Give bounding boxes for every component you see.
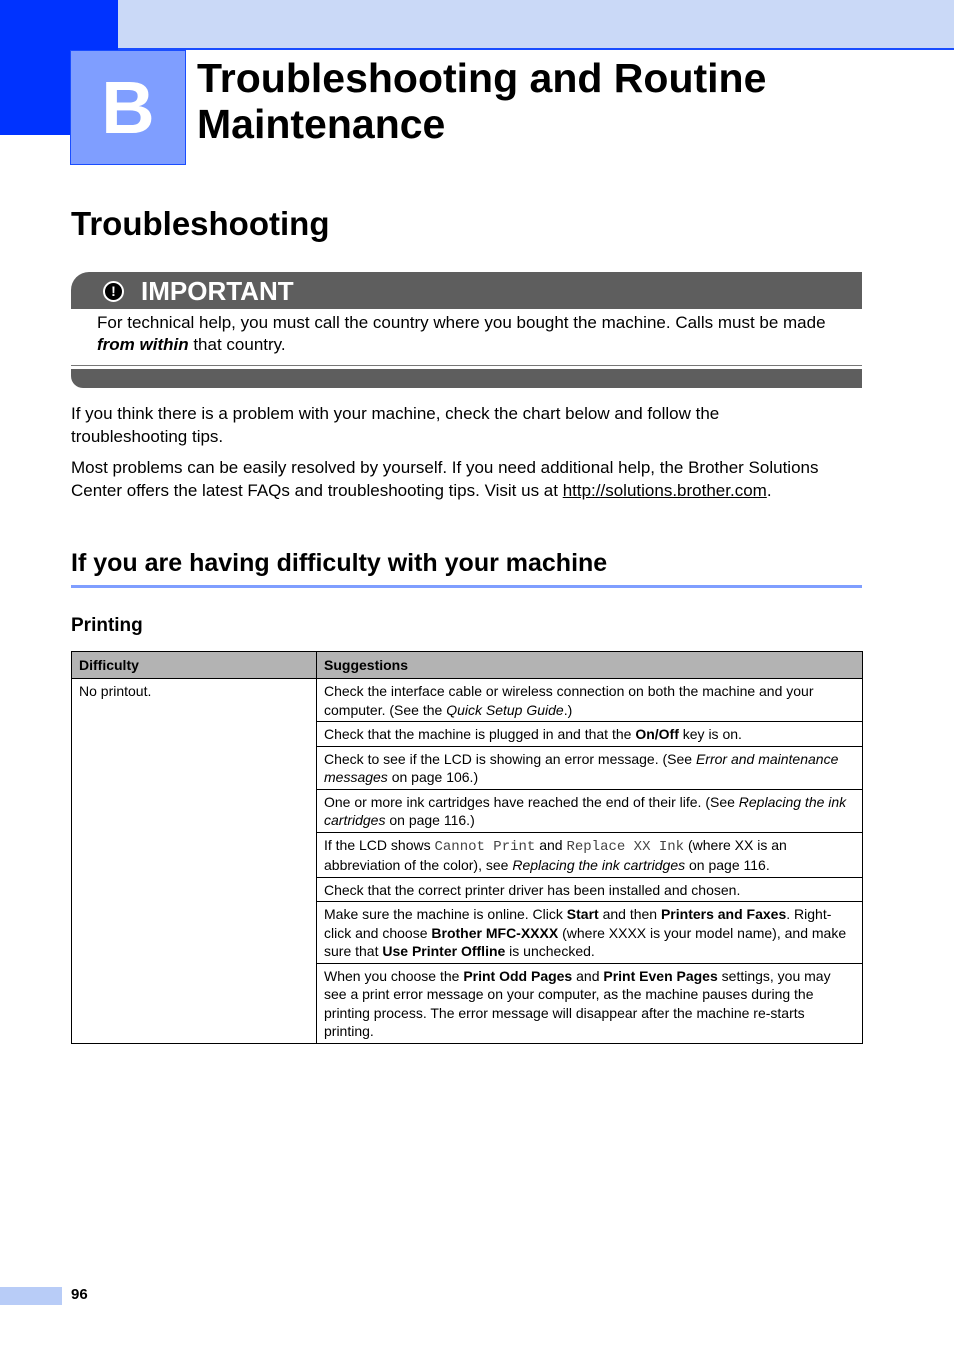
page-number-tab [0,1287,62,1305]
suggestion-cell: Check that the correct printer driver has been installed and chosen. [317,877,863,902]
subsection-title: If you are having difficulty with your machine [71,549,608,577]
page-number: 96 [71,1286,88,1303]
suggestion-cell: Check to see if the LCD is showing an error message. (See Error and maintenance messages on page 106.) [317,746,863,789]
section-title: Troubleshooting [71,205,330,242]
difficulty-header: Difficulty [72,652,317,679]
header-band [0,0,954,50]
suggestion-cell: Make sure the machine is online. Click Start and then Printers and Faxes. Right-click and choose Brother MFC-XXXX (where XXXX is your model name), and make sure that Use Printer Offline is unchecked. [317,902,863,964]
suggestions-header: Suggestions [317,652,863,679]
lcd-message: Replace XX Ink [566,838,685,855]
exclamation-icon: ! [103,281,124,302]
suggestion-cell: When you choose the Print Odd Pages and Print Even Pages settings, you may see a print error message on your computer, as the machine pauses during the printing process. The error message will disappear after the machine re-starts printing. [317,963,863,1043]
subsection-rule [71,585,862,588]
printing-heading: Printing [71,615,143,636]
important-footer-bar [71,369,862,388]
table-header-row [72,652,863,679]
difficulty-cell: No printout. [72,679,317,1044]
intro-paragraph-2: Most problems can be easily resolved by yourself. If you need additional help, the Brother Solutions Center offers the latest FAQs and troubleshooting tips. Visit us at http://solutions.brother.com. [71,458,819,500]
troubleshooting-table [71,651,863,1044]
chapter-letter-tab: B [70,50,186,165]
important-divider [71,365,862,366]
suggestion-cell: If the LCD shows Cannot Print and Replace XX Ink (where XX is an abbreviation of the color), see Replacing the ink cartridges on page 116. [317,832,863,877]
important-banner [71,272,862,309]
suggestion-cell: Check that the machine is plugged in and that the On/Off key is on. [317,722,863,747]
solutions-center-link[interactable]: http://solutions.brother.com [562,481,767,500]
suggestion-cell: One or more ink cartridges have reached the end of their life. (See Replacing the ink cartridges on page 116.) [317,789,863,832]
header-rule [118,48,954,50]
table-row [72,679,863,722]
lcd-message: Cannot Print [434,838,536,855]
important-text: For technical help, you must call the country where you bought the machine. Calls must be made from within that country. [97,313,826,354]
intro-paragraph-1: If you think there is a problem with your machine, check the chart below and follow the troubleshooting tips. [71,404,720,446]
suggestion-cell: Check the interface cable or wireless connection on both the machine and your computer. (See the Quick Setup Guide.) [317,679,863,722]
important-label: IMPORTANT [141,276,294,306]
chapter-title: Troubleshooting and Routine Maintenance [197,55,767,147]
